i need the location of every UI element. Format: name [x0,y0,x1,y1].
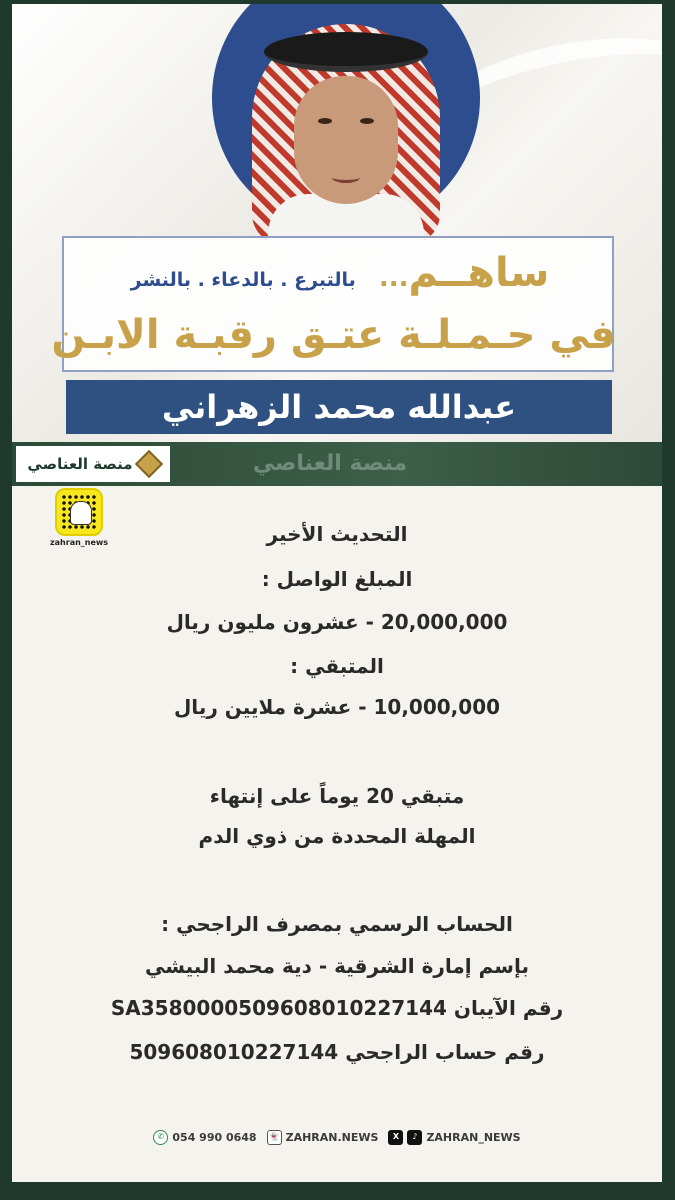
brand-band [12,442,662,486]
left-eye [318,118,332,124]
call-to-action [64,250,616,296]
footer-social-text: ZAHRAN_NEWS [426,1130,521,1144]
account-title: الحساب الرسمي بمصرف الراجحي : [161,912,513,936]
whatsapp-icon: ✆ [153,1130,168,1145]
account-holder: بإسم إمارة الشرقية - دية محمد البيشي [144,954,529,978]
ellipsis: ... [378,263,409,293]
remaining-amount: 10,000,000 [373,695,501,719]
account-number-line [12,1040,662,1064]
campaign-title: في حـمـلـة عتـق رقبـة الابـن [51,312,616,358]
received-text: - عشرون مليون ريال [166,610,374,634]
received-line [12,610,662,634]
footer-phone-text: 054 990 0648 [172,1130,257,1144]
remaining-label: المتبقي : [290,654,384,678]
remaining-text: - عشرة ملايين ريال [173,695,367,719]
x-icon: X [388,1130,403,1145]
snap-handle: zahran_news [50,538,109,547]
received-label: المبلغ الواصل : [261,567,413,591]
logo-icon [134,450,162,478]
account-number-label: رقم حساب الراجحي [345,1040,545,1064]
portrait [208,4,484,244]
footer [12,1126,662,1148]
iban-value[interactable]: SA3580000509608010227144 [110,996,447,1020]
account-number-value[interactable]: 509608010227144 [129,1040,339,1064]
footer-social[interactable] [388,1130,520,1145]
update-title: التحديث الأخير [266,522,408,546]
campaign-card [12,4,662,1182]
remaining-line [12,695,662,719]
iban-line [12,996,662,1020]
brand-logo-text: منصة العناصي [27,455,133,473]
deadline-line2: المهلة المحددة من ذوي الدم [198,824,476,848]
person-name: عبدالله محمد الزهراني [66,380,612,434]
brand-logo [16,446,170,482]
snapchat-icon: 👻 [267,1130,282,1145]
agal [264,32,428,72]
iban-label: رقم الآيبان [453,996,564,1020]
contribute-ways: بالتبرع . بالدعاء . بالنشر [130,269,356,291]
received-amount: 20,000,000 [380,610,508,634]
contribute-word: ساهــم [408,250,550,296]
footer-snap[interactable] [267,1130,379,1145]
campaign-frame [51,236,616,372]
deadline-line1: متبقي 20 يوماً على إنتهاء [209,784,465,808]
brand-band-title: منصة العناصي [252,451,408,476]
tiktok-icon: ♪ [407,1130,422,1145]
footer-snap-text: ZAHRAN.NEWS [285,1130,379,1144]
right-eye [360,118,374,124]
mouth [332,172,360,183]
face [294,76,398,204]
footer-phone[interactable] [153,1130,256,1145]
header-area [12,4,662,444]
